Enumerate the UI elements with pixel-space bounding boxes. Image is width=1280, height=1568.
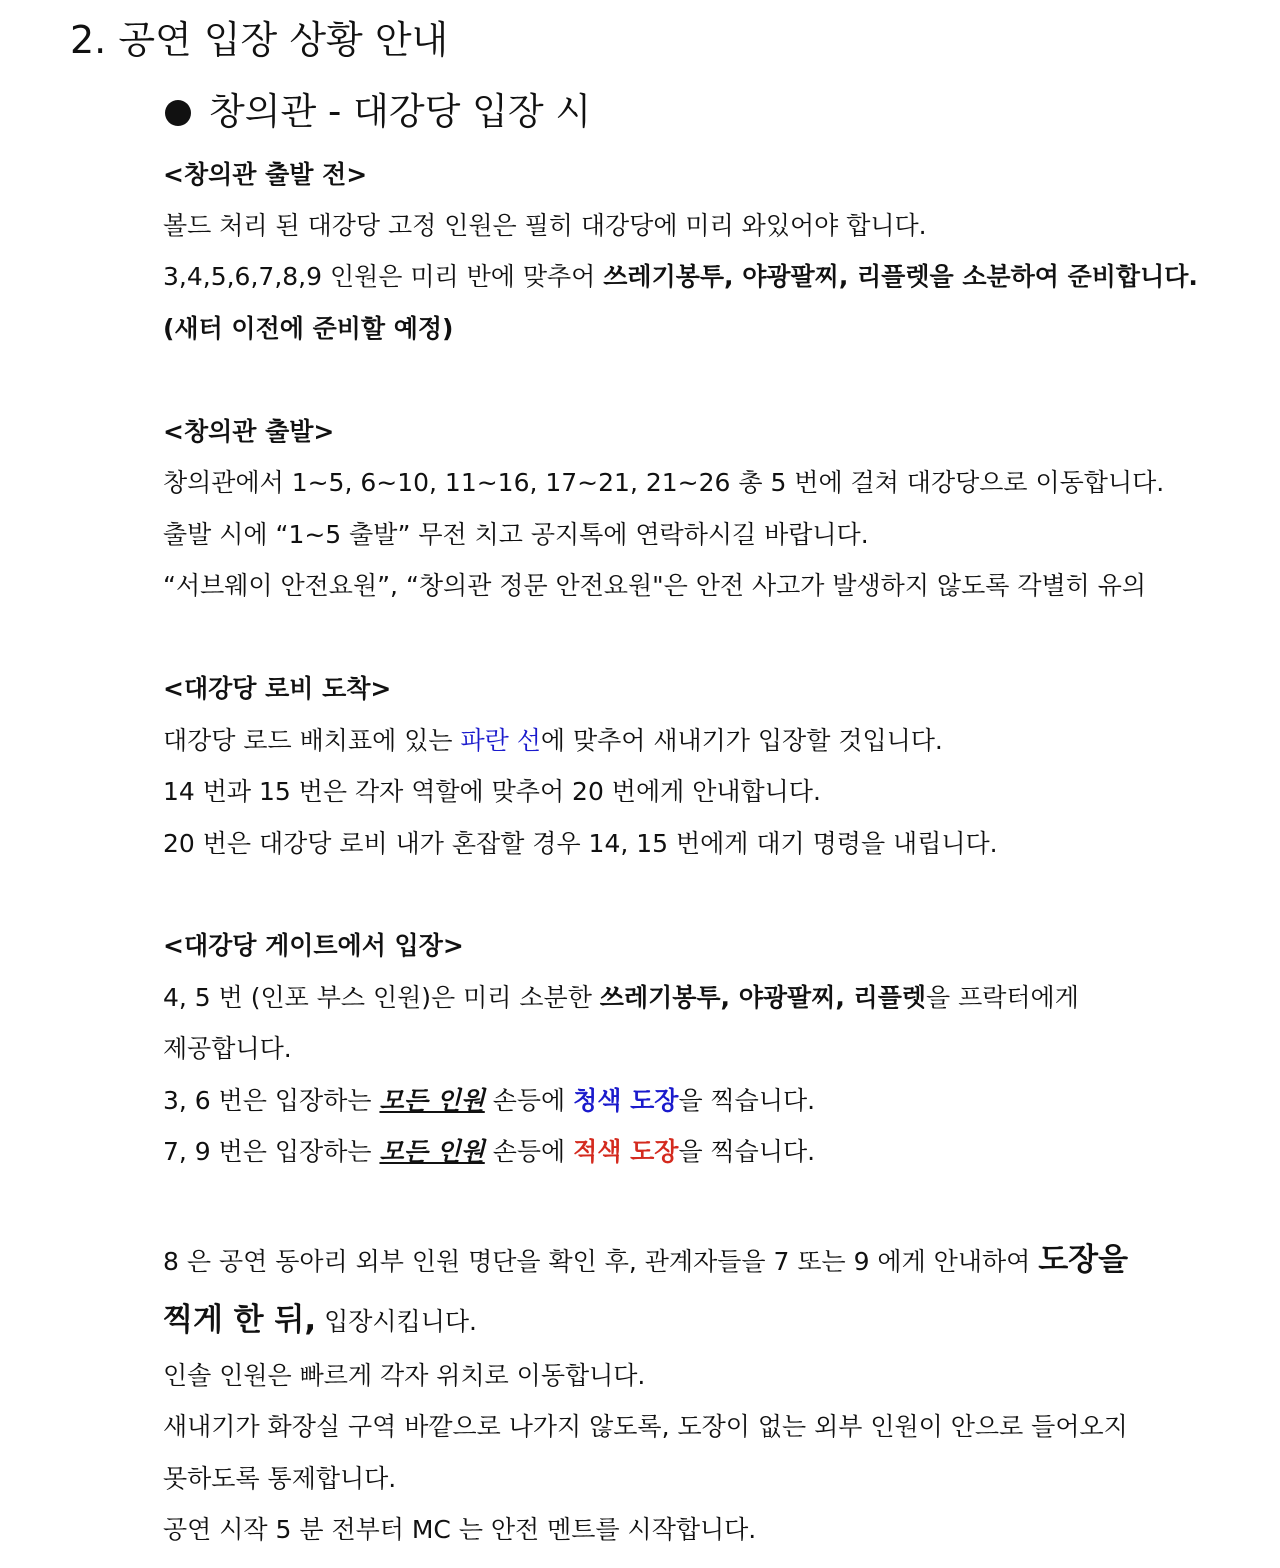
section-header-lobby-arrival: <대강당 로비 도착> xyxy=(163,674,392,703)
text-run: 3,4,5,6,7,8,9 인원은 미리 반에 맞추어 xyxy=(163,262,604,291)
section-header-departure: <창의관 출발> xyxy=(163,417,335,446)
paragraph-line xyxy=(163,721,943,761)
bold-text-run: 쓰레기봉투, 야광팔찌, 리플렛을 소분하여 준비합니다. xyxy=(603,262,1198,291)
paragraph-line: 창의관에서 1~5, 6~10, 11~16, 17~21, 21~26 총 5 번에 걸쳐 대강당으로 이동합니다. xyxy=(163,468,1165,497)
paragraph-line: 출발 시에 “1~5 출발” 무전 치고 공지톡에 연락하시길 바랍니다. xyxy=(163,520,869,549)
large-bold-text-run: 찍게 한 뒤, xyxy=(163,1302,317,1338)
paragraph-line: 새내기가 화장실 구역 바깥으로 나가지 않도록, 도장이 없는 외부 인원이 안으로 들어오지 xyxy=(163,1412,1128,1441)
section-header-gate-entry: <대강당 게이트에서 입장> xyxy=(163,931,464,960)
subsection-heading xyxy=(165,86,591,138)
text-run: 입장시킵니다. xyxy=(316,1307,477,1336)
text-run: 8 은 공연 동아리 외부 인원 명단을 확인 후, 관계자들을 7 또는 9 에게 안내하여 xyxy=(163,1247,1039,1276)
paragraph-line xyxy=(163,1300,477,1342)
text-run: 7, 9 번은 입장하는 xyxy=(163,1137,380,1166)
red-stamp-text: 적색 도장 xyxy=(573,1137,679,1166)
text-run: 을 찍습니다. xyxy=(678,1137,816,1166)
paragraph-line xyxy=(163,1132,815,1172)
paragraph-line: 제공합니다. xyxy=(163,1034,292,1063)
paragraph-line: 인솔 인원은 빠르게 각자 위치로 이동합니다. xyxy=(163,1361,646,1390)
text-run: 손등에 xyxy=(484,1086,574,1115)
paragraph-line: (새터 이전에 준비할 예정) xyxy=(163,314,454,343)
paragraph-line: 20 번은 대강당 로비 내가 혼잡할 경우 14, 15 번에게 대기 명령을 내립니다. xyxy=(163,829,998,858)
section-header-before-departure: <창의관 출발 전> xyxy=(163,160,368,189)
emphasized-text-run: 모든 인원 xyxy=(379,1086,485,1115)
emphasized-text-run: 모든 인원 xyxy=(379,1137,485,1166)
paragraph-line xyxy=(163,1081,815,1121)
text-run: 손등에 xyxy=(484,1137,574,1166)
text-run: 대강당 로드 배치표에 있는 xyxy=(163,726,461,755)
subsection-title: 창의관 - 대강당 입장 시 xyxy=(209,90,592,133)
paragraph-line: 공연 시작 5 분 전부터 MC 는 안전 멘트를 시작합니다. xyxy=(163,1515,757,1544)
text-run: 에 맞추어 새내기가 입장할 것입니다. xyxy=(540,726,943,755)
paragraph-line: 못하도록 통제합니다. xyxy=(163,1464,397,1493)
blue-text-run: 파란 선 xyxy=(460,726,541,755)
paragraph-line xyxy=(163,257,1198,297)
bold-text-run: 쓰레기봉투, 야광팔찌, 리플렛 xyxy=(599,983,926,1012)
text-run: 을 프락터에게 xyxy=(926,983,1079,1012)
large-bold-text-run: 도장을 xyxy=(1038,1242,1129,1278)
section-title: 2. 공연 입장 상황 안내 xyxy=(70,18,449,62)
bullet-icon xyxy=(165,100,191,126)
text-run: 3, 6 번은 입장하는 xyxy=(163,1086,380,1115)
text-run: 을 찍습니다. xyxy=(678,1086,816,1115)
blue-stamp-text: 청색 도장 xyxy=(573,1086,679,1115)
paragraph-line: “서브웨이 안전요원”, “창의관 정문 안전요원"은 안전 사고가 발생하지 않도록 각별히 유의 xyxy=(163,571,1147,600)
paragraph-line xyxy=(163,1240,1128,1282)
paragraph-line: 14 번과 15 번은 각자 역할에 맞추어 20 번에게 안내합니다. xyxy=(163,777,821,806)
text-run: 4, 5 번 (인포 부스 인원)은 미리 소분한 xyxy=(163,983,600,1012)
paragraph-line: 볼드 처리 된 대강당 고정 인원은 필히 대강당에 미리 와있어야 합니다. xyxy=(163,211,927,240)
paragraph-line xyxy=(163,978,1079,1018)
